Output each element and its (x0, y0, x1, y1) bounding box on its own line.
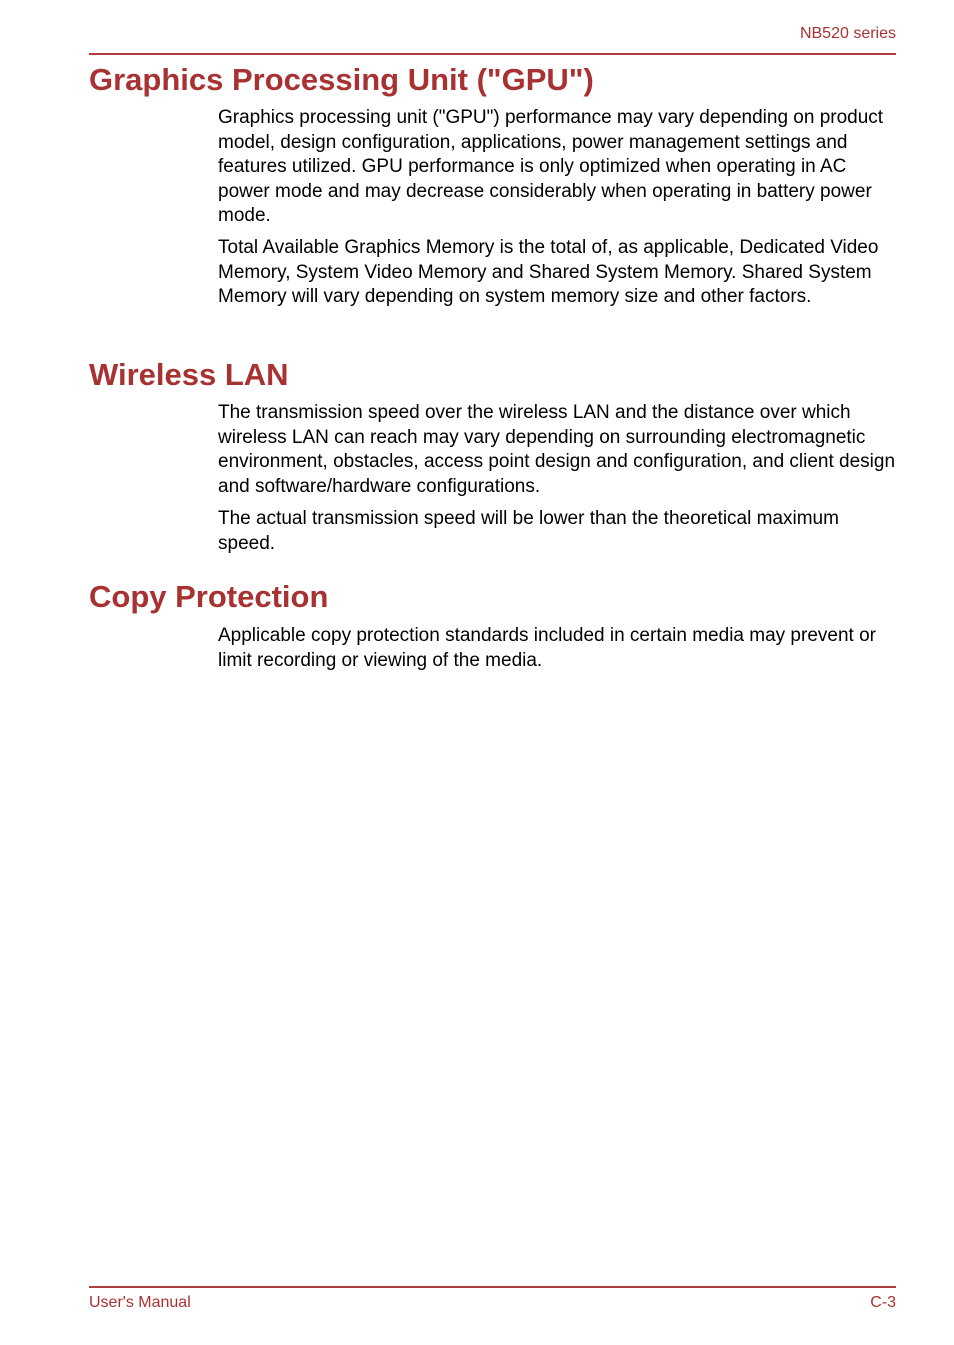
section-title-wireless-lan: Wireless LAN (89, 357, 289, 392)
paragraph-wlan-distance: The transmission speed over the wireless LAN and the distance over which wireless LAN can reach may vary depending on surrounding electromagnetic environment, obstacles, access point design and configuration, and client design and software/hardware configurations. (218, 402, 896, 497)
header-divider (89, 53, 896, 55)
paragraph-gpu-performance: Graphics processing unit ("GPU") performance may vary depending on product model, design configuration, applications, power management settings and features utilized. GPU performance is only optimized when operating in AC power mode and may decrease considerably when operating in battery power mode. (218, 107, 884, 226)
section-title-gpu: Graphics Processing Unit ("GPU") (89, 62, 594, 97)
footer-manual-label: User's Manual (89, 1294, 191, 1311)
paragraph-gpu-memory: Total Available Graphics Memory is the total of, as applicable, Dedicated Video Memory, System Video Memory and Shared System Memory. Shared System Memory will vary depending on system memory size and other factors. (218, 237, 879, 307)
section-title-copy-protection: Copy Protection (89, 579, 329, 614)
footer-divider (89, 1286, 896, 1288)
paragraph-copy-protection: Applicable copy protection standards included in certain media may prevent or limit recording or viewing of the media. (218, 625, 876, 671)
header-series-label: NB520 series (799, 25, 896, 42)
footer-page-number: C-3 (870, 1294, 896, 1311)
paragraph-wlan-speed: The actual transmission speed will be lower than the theoretical maximum speed. (218, 508, 839, 554)
